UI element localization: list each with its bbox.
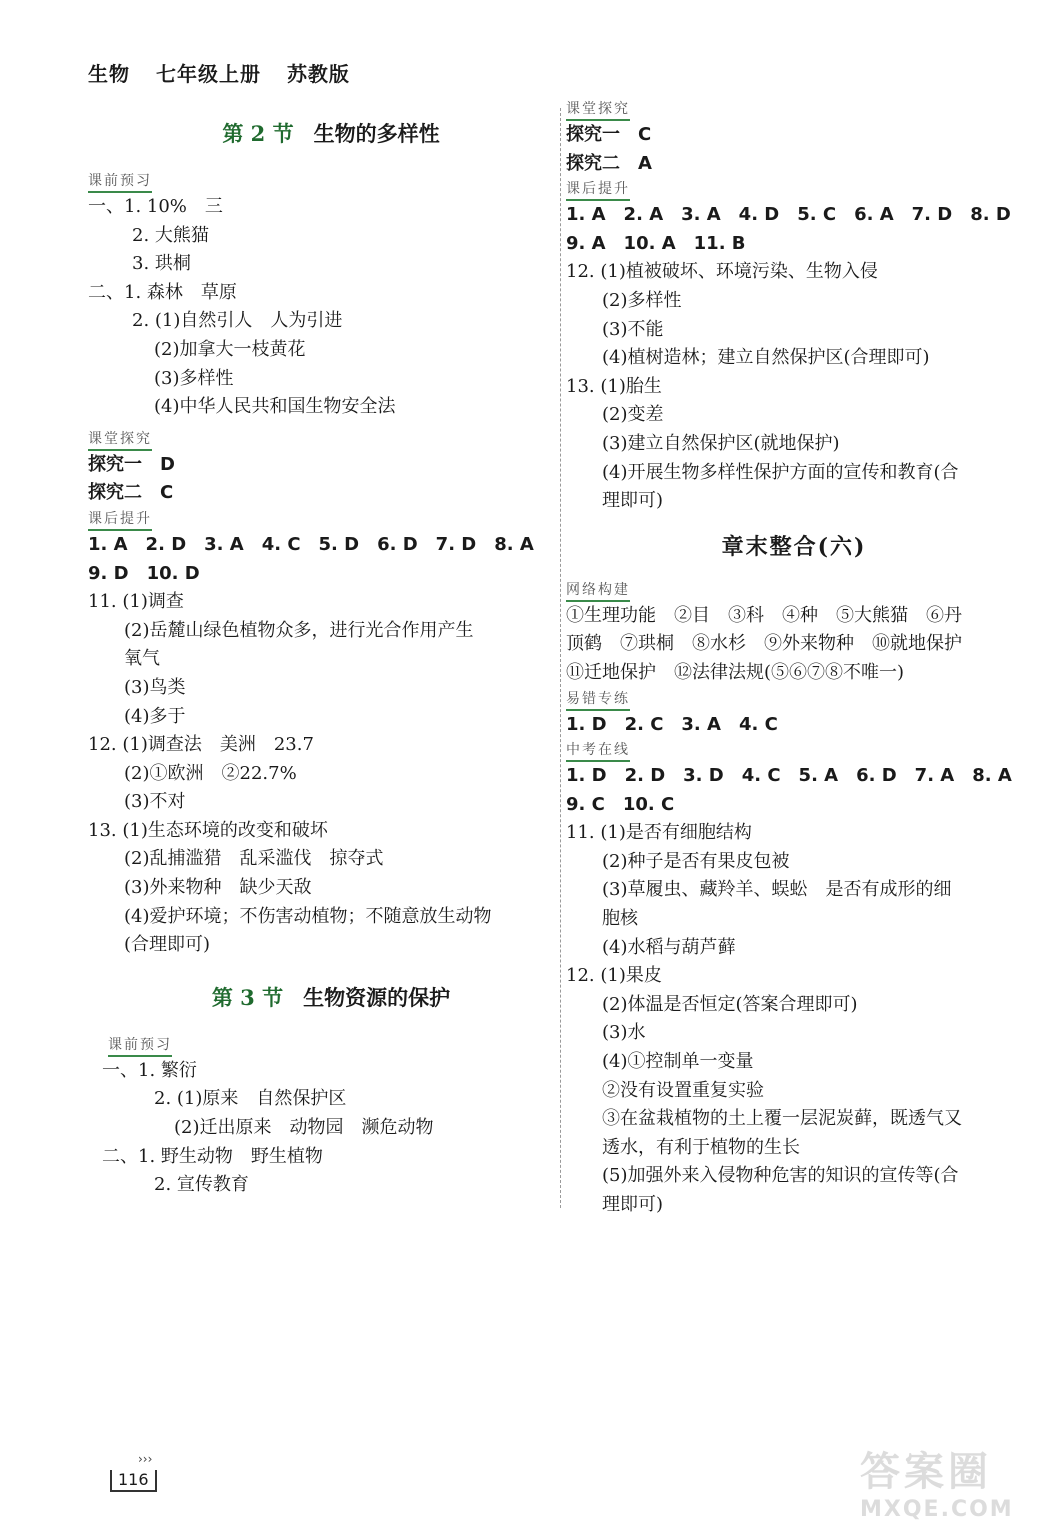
answer-line: 13. (1)胎生 [566,375,662,397]
header-edition: 苏教版 [286,62,350,86]
answer-line: (2)多样性 [602,289,682,311]
right-column [566,98,1022,1220]
answer-line: 2. (1)自然引人 人为引进 [132,310,343,332]
answer-line: (3)不对 [124,791,186,813]
explore-answer: 探究一 C [566,124,652,145]
answer-line: (2)种子是否有果皮包被 [602,850,790,872]
answer-line: 1. A 2. A 3. A 4. D 5. C 6. A 7. D 8. D [566,204,1011,226]
answer-line: (4)①控制单一变量 [602,1051,754,1073]
tag-network: 网络构建 [566,581,630,602]
explore-answer: 探究二 A [566,152,652,174]
explore-answer: 探究二 C [88,482,174,504]
left-column [88,118,544,1200]
answer-line: 3. 珙桐 [132,253,191,275]
answer-line: 顶鹤 ⑦珙桐 ⑧水杉 ⑨外来物种 ⑩就地保护 [566,633,962,655]
answer-line: 透水，有利于植物的生长 [602,1136,800,1158]
answer-line: ③在盆栽植物的土上覆一层泥炭藓，既透气又 [602,1108,962,1130]
answer-line: (3)多样性 [154,367,234,389]
answer-line: 理即可) [602,1194,664,1215]
answer-line: 9. C 10. C [566,793,675,815]
answer-line: 氧气 [124,648,160,670]
explore-answer: 探究一 D [88,453,175,475]
answer-line: (2)乱捕滥猎 乱采滥伐 掠夺式 [124,848,384,870]
section-2-number: 第 2 节 [222,121,294,146]
answer-line: (2)岳麓山绿色植物众多，进行光合作用产生 [124,619,474,641]
tag-preview: 课前预习 [108,1036,172,1057]
answer-line: 13. (1)生态环境的改变和破坏 [88,819,328,841]
answer-line: ②没有设置重复实验 [602,1079,764,1101]
answer-line: 12. (1)调查法 美洲 23.7 [88,734,314,756]
column-divider [560,108,561,1208]
answer-line: (4)水稻与葫芦藓 [602,936,736,958]
answer-line: ①生理功能 ②目 ③科 ④种 ⑤大熊猫 ⑥丹 [566,604,962,626]
answer-line: 胞核 [602,908,638,930]
answer-line: (3)草履虫、藏羚羊、蜈蚣 是否有成形的细 [602,879,952,901]
answer-line: (3)鸟类 [124,676,186,698]
answer-line: (2)①欧洲 ②22.7% [124,762,297,784]
tag-after-class: 课后提升 [88,510,152,531]
tag-class-explore: 课堂探究 [566,100,630,121]
answer-line: 二、1. 野生动物 野生植物 [102,1145,323,1167]
tag-class-explore: 课堂探究 [88,430,152,451]
chapter-summary-title: 章末整合(六) [721,533,867,560]
page-arrows-icon: ››› [138,1452,153,1466]
answer-line: 2. (1)原来 自然保护区 [154,1088,347,1110]
answer-line: (4)开展生物多样性保护方面的宣传和教育(合 [602,461,959,483]
answer-line: (4)植树造林；建立自然保护区(合理即可) [602,347,930,369]
tag-error-practice: 易错专练 [566,690,630,711]
tag-exam-online: 中考在线 [566,741,630,762]
running-header [88,58,368,87]
answer-line: 2. 大熊猫 [132,224,209,246]
page-number: 116 [110,1470,157,1492]
answer-line: 1. D 2. C 3. A 4. C [566,713,778,735]
answer-line: 11. (1)是否有细胞结构 [566,822,752,844]
answer-line: (2)变差 [602,404,664,426]
answer-line: (3)外来物种 缺少天敌 [124,877,312,899]
tag-after-class: 课后提升 [566,180,630,201]
answer-line: (4)爱护环境；不伤害动植物；不随意放生动物 [124,905,492,927]
answer-line: (2)体温是否恒定(答案合理即可) [602,993,858,1015]
answer-line: 12. (1)植被破坏、环境污染、生物入侵 [566,261,878,283]
answer-line: 1. D 2. D 3. D 4. C 5. A 6. D 7. A 8. A [566,765,1012,787]
answer-line: (5)加强外来入侵物种危害的知识的宣传等(合 [602,1165,959,1187]
answer-line: 理即可) [602,490,664,512]
watermark-url: MXQE.COM [860,1497,1014,1522]
answer-line: (3)不能 [602,318,664,340]
answer-line: 9. A 10. A 11. B [566,232,746,254]
section-2-name: 生物的多样性 [313,121,440,146]
section-2-title [88,118,544,148]
answer-line: 二、1. 森林 草原 [88,281,237,303]
answer-line: (3)建立自然保护区(就地保护) [602,432,840,454]
answer-line: 12. (1)果皮 [566,965,662,987]
answer-line: 一、1. 10% 三 [88,196,223,217]
header-grade: 七年级上册 [155,62,261,86]
answer-line: ⑪迁地保护 ⑫法律法规(⑤⑥⑦⑧不唯一) [566,661,905,683]
tag-preview: 课前预习 [88,172,152,193]
section-3-number: 第 3 节 [211,984,284,1010]
answer-line: (4)中华人民共和国生物安全法 [154,396,396,418]
watermark-logo-text: 答案圈 [860,1449,992,1495]
answer-line: 11. (1)调查 [88,591,184,613]
section-3-name: 生物资源的保护 [303,984,451,1010]
header-subject: 生物 [88,62,130,86]
answer-line: (3)水 [602,1022,646,1044]
answer-line: 1. A 2. D 3. A 4. C 5. D 6. D 7. D 8. A [88,533,534,555]
answer-line: (4)多于 [124,705,186,727]
answer-line: 9. D 10. D [88,562,200,584]
answer-line: (2)迁出原来 动物园 濒危动物 [174,1117,434,1139]
answer-line: 一、1. 繁衍 [102,1059,197,1081]
answer-line: (2)加拿大一枝黄花 [154,338,306,360]
section-3-title [88,982,544,1012]
answer-line: (合理即可) [124,934,211,956]
answer-line: 2. 宣传教育 [154,1174,249,1196]
watermark [860,1440,1014,1522]
